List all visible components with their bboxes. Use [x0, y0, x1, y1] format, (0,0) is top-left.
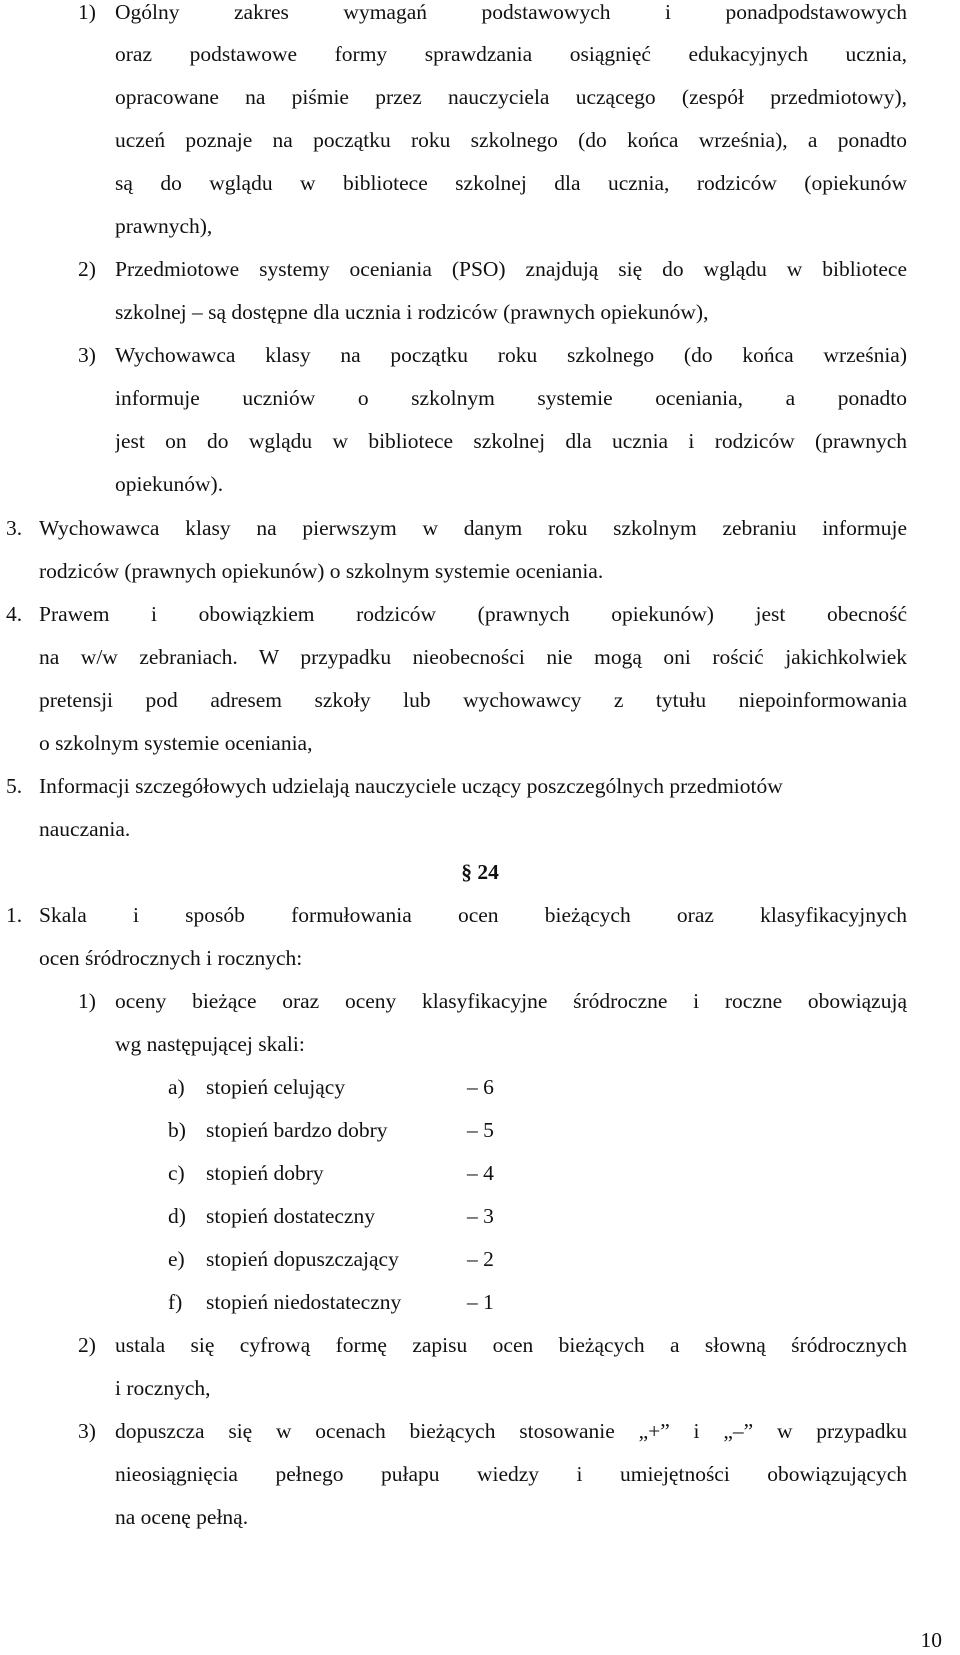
text-line: Wychowawca klasy na pierwszym w danym roku szkolnym zebraniu informuje — [39, 516, 907, 540]
grade-name: stopień bardzo dobry — [206, 1118, 388, 1142]
text-line: uczeń poznaje na początku roku szkolnego (do końca września), a ponadto — [115, 128, 907, 152]
grade-letter: c) — [168, 1161, 185, 1185]
text-line: Wychowawca klasy na początku roku szkolnego (do końca września) — [115, 343, 907, 367]
text-line: opracowane na piśmie przez nauczyciela uczącego (zespół przedmiotowy), — [115, 85, 907, 109]
grade-name: stopień celujący — [206, 1075, 346, 1099]
section-heading: § 24 — [461, 860, 499, 884]
text-line: o szkolnym systemie oceniania, — [39, 731, 313, 755]
text-line: na w/w zebraniach. W przypadku nieobecności nie mogą oni rościć jakichkolwiek — [39, 645, 907, 669]
page-number: 10 — [920, 1628, 942, 1652]
grade-value: – 4 — [467, 1161, 494, 1185]
text-line: nieosiągnięcia pełnego pułapu wiedzy i umiejętności obowiązujących — [115, 1462, 907, 1486]
grade-value: – 1 — [467, 1290, 494, 1314]
grade-letter: e) — [168, 1247, 185, 1271]
text-line: informuje uczniów o szkolnym systemie oceniania, a ponadto — [115, 386, 907, 410]
grade-name: stopień dostateczny — [206, 1204, 375, 1228]
point-marker: 5. — [6, 774, 23, 798]
list-marker: 3) — [78, 343, 96, 367]
text-line: Ogólny zakres wymagań podstawowych i ponadpodstawowych — [115, 0, 907, 24]
text-line: wg następującej skali: — [115, 1032, 305, 1056]
list-marker: 2) — [78, 1333, 96, 1357]
list-marker: 1) — [78, 989, 96, 1013]
point-marker: 1. — [6, 903, 23, 927]
text-line: rodziców (prawnych opiekunów) o szkolnym systemie oceniania. — [39, 559, 604, 583]
text-line: Skala i sposób formułowania ocen bieżących oraz klasyfikacyjnych — [39, 903, 907, 927]
grade-name: stopień dobry — [206, 1161, 324, 1185]
text-line: są do wglądu w bibliotece szkolnej dla ucznia, rodziców (opiekunów — [115, 171, 907, 195]
text-line: Prawem i obowiązkiem rodziców (prawnych opiekunów) jest obecność — [39, 602, 907, 626]
text-line: prawnych), — [115, 214, 213, 238]
grade-letter: f) — [168, 1290, 183, 1314]
text-line: jest on do wglądu w bibliotece szkolnej dla ucznia i rodziców (prawnych — [115, 429, 907, 453]
text-line: oceny bieżące oraz oceny klasyfikacyjne śródroczne i roczne obowiązują — [115, 989, 907, 1013]
text-line: i rocznych, — [115, 1376, 211, 1400]
grade-letter: a) — [168, 1075, 185, 1099]
text-line: opiekunów). — [115, 472, 224, 496]
text-line: Informacji szczegółowych udzielają nauczyciele uczący poszczególnych przedmiotów — [39, 774, 783, 798]
list-marker: 2) — [78, 257, 96, 281]
grade-value: – 5 — [467, 1118, 494, 1142]
text-line: na ocenę pełną. — [115, 1505, 249, 1529]
text-line: szkolnej – są dostępne dla ucznia i rodziców (prawnych opiekunów), — [115, 300, 709, 324]
text-line: oraz podstawowe formy sprawdzania osiągnięć edukacyjnych ucznia, — [115, 42, 907, 66]
grade-name: stopień dopuszczający — [206, 1247, 399, 1271]
grade-letter: b) — [168, 1118, 186, 1142]
grade-value: – 3 — [467, 1204, 494, 1228]
list-marker: 3) — [78, 1419, 96, 1443]
text-line: ustala się cyfrową formę zapisu ocen bieżących a słowną śródrocznych — [115, 1333, 907, 1357]
grade-value: – 6 — [467, 1075, 494, 1099]
point-marker: 4. — [6, 602, 23, 626]
text-line: dopuszcza się w ocenach bieżących stosowanie „+” i „–” w przypadku — [115, 1419, 907, 1443]
list-marker: 1) — [78, 0, 96, 24]
grade-letter: d) — [168, 1204, 186, 1228]
text-line: ocen śródrocznych i rocznych: — [39, 946, 303, 970]
grade-name: stopień niedostateczny — [206, 1290, 402, 1314]
grade-value: – 2 — [467, 1247, 494, 1271]
point-marker: 3. — [6, 516, 23, 540]
text-line: nauczania. — [39, 817, 131, 841]
text-line: pretensji pod adresem szkoły lub wychowawcy z tytułu niepoinformowania — [39, 688, 907, 712]
text-line: Przedmiotowe systemy oceniania (PSO) znajdują się do wglądu w bibliotece — [115, 257, 907, 281]
